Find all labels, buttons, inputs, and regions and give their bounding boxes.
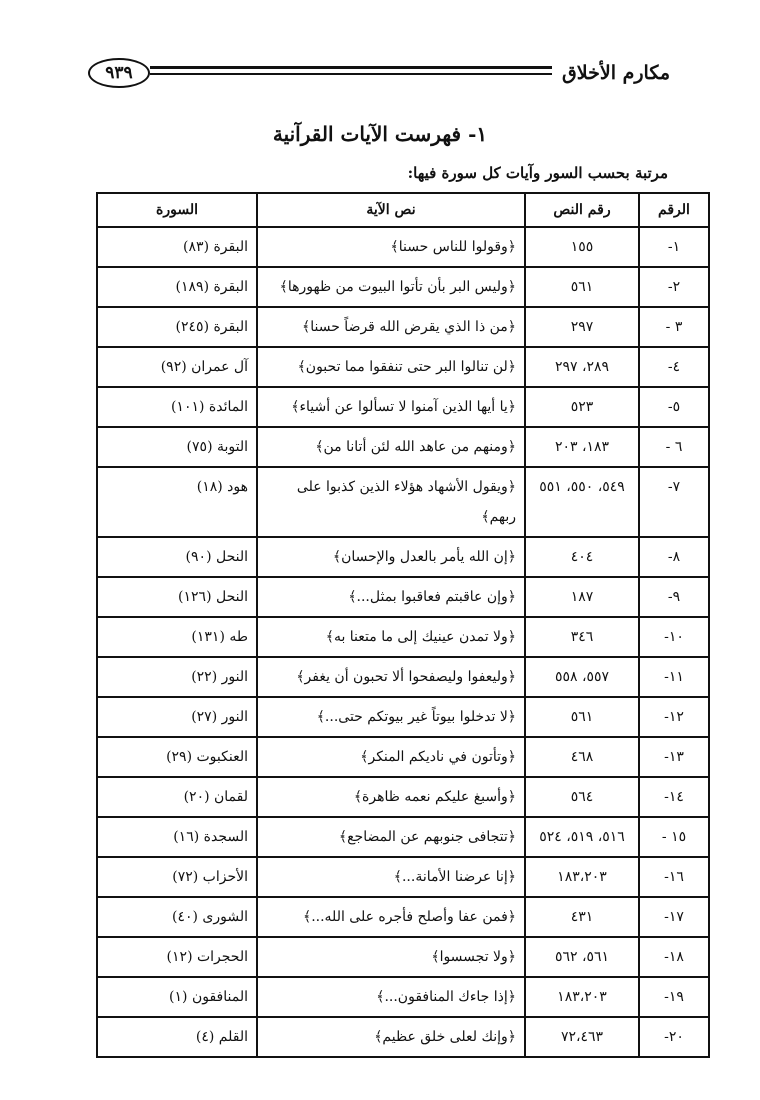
text-reference: ٤٠٤ bbox=[525, 537, 639, 577]
row-number: ١٩- bbox=[639, 977, 709, 1017]
row-number: ٢٠- bbox=[639, 1017, 709, 1057]
row-number: ١٦- bbox=[639, 857, 709, 897]
verse-text: ﴿يا أيها الذين آمنوا لا تسألوا عن أشياء﴾ bbox=[257, 387, 525, 427]
table-body bbox=[97, 227, 709, 1057]
verse-text: ﴿وقولوا للناس حسنا﴾ bbox=[257, 227, 525, 267]
verse-text: ﴿تتجافى جنوبهم عن المضاجع﴾ bbox=[257, 817, 525, 857]
verse-text: ﴿لا تدخلوا بيوتاً غير بيوتكم حتى...﴾ bbox=[257, 697, 525, 737]
verse-text: ﴿وليعفوا وليصفحوا ألا تحبون أن يغفر﴾ bbox=[257, 657, 525, 697]
surah-name: الأحزاب (٧٢) bbox=[97, 857, 257, 897]
surah-name: البقرة (٢٤٥) bbox=[97, 307, 257, 347]
surah-name: المنافقون (١) bbox=[97, 977, 257, 1017]
header-rule-thin bbox=[150, 74, 552, 75]
surah-name: البقرة (١٨٩) bbox=[97, 267, 257, 307]
text-reference: ١٨٣،٢٠٣ bbox=[525, 857, 639, 897]
text-reference: ١٥٥ bbox=[525, 227, 639, 267]
table-row bbox=[97, 897, 709, 937]
column-header-surah: السورة bbox=[97, 193, 257, 227]
table-row bbox=[97, 267, 709, 307]
surah-name: المائدة (١٠١) bbox=[97, 387, 257, 427]
verse-text: ﴿وليس البر بأن تأتوا البيوت من ظهورها﴾ bbox=[257, 267, 525, 307]
text-reference: ٣٤٦ bbox=[525, 617, 639, 657]
book-title: مكارم الأخلاق bbox=[562, 62, 670, 84]
surah-name: النحل (١٢٦) bbox=[97, 577, 257, 617]
row-number: ١٣- bbox=[639, 737, 709, 777]
table-row bbox=[97, 857, 709, 897]
verse-text: ﴿إذا جاءك المنافقون...﴾ bbox=[257, 977, 525, 1017]
verse-text: ﴿ولا تمدن عينيك إلى ما متعنا به﴾ bbox=[257, 617, 525, 657]
row-number: ٥- bbox=[639, 387, 709, 427]
table-row bbox=[97, 977, 709, 1017]
surah-name: النور (٢٧) bbox=[97, 697, 257, 737]
table-row bbox=[97, 347, 709, 387]
text-reference: ٥١٦، ٥١٩، ٥٢٤ bbox=[525, 817, 639, 857]
verse-text: ﴿وتأتون في ناديكم المنكر﴾ bbox=[257, 737, 525, 777]
row-number: ١٤- bbox=[639, 777, 709, 817]
text-reference: ١٨٣، ٢٠٣ bbox=[525, 427, 639, 467]
surah-name: الحجرات (١٢) bbox=[97, 937, 257, 977]
surah-name: القلم (٤) bbox=[97, 1017, 257, 1057]
page-number: ٩٣٩ bbox=[88, 58, 150, 88]
verse-text: ﴿فمن عفا وأصلح فأجره على الله...﴾ bbox=[257, 897, 525, 937]
table-row bbox=[97, 617, 709, 657]
table-row bbox=[97, 537, 709, 577]
verse-text: ﴿وأسبغ عليكم نعمه ظاهرة﴾ bbox=[257, 777, 525, 817]
table-row bbox=[97, 227, 709, 267]
text-reference: ٧٢،٤٦٣ bbox=[525, 1017, 639, 1057]
table-row bbox=[97, 697, 709, 737]
surah-name: الشورى (٤٠) bbox=[97, 897, 257, 937]
text-reference: ٤٦٨ bbox=[525, 737, 639, 777]
text-reference: ٥٤٩، ٥٥٠، ٥٥١ bbox=[525, 467, 639, 537]
table-row bbox=[97, 937, 709, 977]
verse-text: ﴿ولا تجسسوا﴾ bbox=[257, 937, 525, 977]
text-reference: ١٨٧ bbox=[525, 577, 639, 617]
row-number: ١٨- bbox=[639, 937, 709, 977]
row-number: ١٥ - bbox=[639, 817, 709, 857]
surah-name: العنكبوت (٢٩) bbox=[97, 737, 257, 777]
table-row bbox=[97, 427, 709, 467]
table-row bbox=[97, 737, 709, 777]
verse-text: ﴿إن الله يأمر بالعدل والإحسان﴾ bbox=[257, 537, 525, 577]
row-number: ١٢- bbox=[639, 697, 709, 737]
table-row bbox=[97, 1017, 709, 1057]
surah-name: طه (١٣١) bbox=[97, 617, 257, 657]
verse-text: ﴿إنا عرضنا الأمانة...﴾ bbox=[257, 857, 525, 897]
surah-name: هود (١٨) bbox=[97, 467, 257, 537]
table-row bbox=[97, 657, 709, 697]
table-row bbox=[97, 387, 709, 427]
table-row bbox=[97, 777, 709, 817]
row-number: ٣ - bbox=[639, 307, 709, 347]
table-row bbox=[97, 467, 709, 537]
surah-name: السجدة (١٦) bbox=[97, 817, 257, 857]
column-header-number: الرقم bbox=[639, 193, 709, 227]
row-number: ٤- bbox=[639, 347, 709, 387]
surah-name: لقمان (٢٠) bbox=[97, 777, 257, 817]
text-reference: ٥٦١ bbox=[525, 267, 639, 307]
verse-text: ﴿ويقول الأشهاد هؤلاء الذين كذبوا على ربهم﴾ bbox=[257, 467, 525, 537]
table-row bbox=[97, 577, 709, 617]
row-number: ١٧- bbox=[639, 897, 709, 937]
verse-text: ﴿لن تنالوا البر حتى تنفقوا مما تحبون﴾ bbox=[257, 347, 525, 387]
verse-text: ﴿وإنك لعلى خلق عظيم﴾ bbox=[257, 1017, 525, 1057]
text-reference: ٥٦١، ٥٦٢ bbox=[525, 937, 639, 977]
row-number: ١٠- bbox=[639, 617, 709, 657]
row-number: ١- bbox=[639, 227, 709, 267]
running-header bbox=[88, 58, 670, 92]
text-reference: ٥٥٧، ٥٥٨ bbox=[525, 657, 639, 697]
verse-text: ﴿وإن عاقبتم فعاقبوا بمثل...﴾ bbox=[257, 577, 525, 617]
row-number: ٦ - bbox=[639, 427, 709, 467]
text-reference: ٢٩٧ bbox=[525, 307, 639, 347]
table-row bbox=[97, 307, 709, 347]
column-header-text-ref: رقم النص bbox=[525, 193, 639, 227]
surah-name: آل عمران (٩٢) bbox=[97, 347, 257, 387]
table-header-row bbox=[97, 193, 709, 227]
row-number: ٩- bbox=[639, 577, 709, 617]
text-reference: ٥٦٤ bbox=[525, 777, 639, 817]
verse-text: ﴿من ذا الذي يقرض الله قرضاً حسنا﴾ bbox=[257, 307, 525, 347]
verse-text: ﴿ومنهم من عاهد الله لئن أتانا من﴾ bbox=[257, 427, 525, 467]
section-title: ١- فهرست الآيات القرآنية bbox=[272, 122, 488, 146]
row-number: ٨- bbox=[639, 537, 709, 577]
table-row bbox=[97, 817, 709, 857]
text-reference: ٥٦١ bbox=[525, 697, 639, 737]
surah-name: التوبة (٧٥) bbox=[97, 427, 257, 467]
text-reference: ٥٢٣ bbox=[525, 387, 639, 427]
row-number: ١١- bbox=[639, 657, 709, 697]
column-header-verse: نص الآية bbox=[257, 193, 525, 227]
surah-name: النور (٢٢) bbox=[97, 657, 257, 697]
header-rule bbox=[150, 66, 552, 74]
section-subtitle: مرتبة بحسب السور وآيات كل سورة فيها: bbox=[407, 164, 668, 182]
text-reference: ٤٣١ bbox=[525, 897, 639, 937]
text-reference: ١٨٣،٢٠٣ bbox=[525, 977, 639, 1017]
surah-name: النحل (٩٠) bbox=[97, 537, 257, 577]
row-number: ٢- bbox=[639, 267, 709, 307]
verse-index-table bbox=[96, 192, 710, 1058]
row-number: ٧- bbox=[639, 467, 709, 537]
text-reference: ٢٨٩، ٢٩٧ bbox=[525, 347, 639, 387]
surah-name: البقرة (٨٣) bbox=[97, 227, 257, 267]
